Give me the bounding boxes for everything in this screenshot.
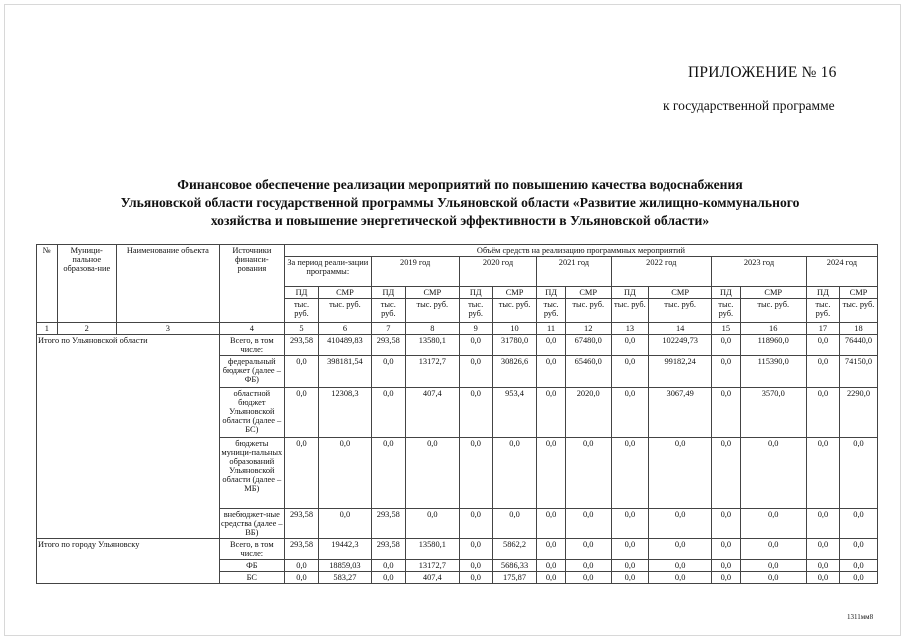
header-unit: тыс. руб. [284, 299, 318, 323]
header-smr: СМР [319, 287, 372, 299]
value-cell: 953,4 [492, 388, 537, 438]
value-cell: 293,58 [371, 335, 405, 356]
value-cell: 0,0 [611, 572, 649, 584]
value-cell: 12308,3 [319, 388, 372, 438]
value-cell: 65460,0 [565, 356, 611, 388]
value-cell: 407,4 [405, 572, 459, 584]
column-number: 6 [319, 323, 372, 335]
header-unit: тыс. руб. [319, 299, 372, 323]
value-cell: 0,0 [806, 539, 839, 560]
value-cell: 0,0 [712, 509, 741, 539]
header-unit: тыс. руб. [712, 299, 741, 323]
column-number: 7 [371, 323, 405, 335]
column-number: 12 [565, 323, 611, 335]
header-pd: ПД [806, 287, 839, 299]
column-number-row [37, 323, 878, 335]
value-cell: 407,4 [405, 388, 459, 438]
value-cell: 0,0 [806, 509, 839, 539]
header-pd: ПД [537, 287, 566, 299]
value-cell: 0,0 [611, 438, 649, 509]
value-cell: 0,0 [459, 335, 492, 356]
value-cell: 115390,0 [740, 356, 806, 388]
value-cell: 0,0 [492, 438, 537, 509]
column-number: 14 [649, 323, 712, 335]
column-number: 18 [839, 323, 877, 335]
value-cell: 0,0 [740, 509, 806, 539]
value-cell: 0,0 [740, 572, 806, 584]
appendix-subtitle: к государственной программе [663, 98, 835, 113]
value-cell: 0,0 [839, 509, 877, 539]
header-pd: ПД [712, 287, 741, 299]
value-cell: 0,0 [712, 560, 741, 572]
value-cell: 0,0 [537, 438, 566, 509]
header-unit: тыс. руб. [740, 299, 806, 323]
value-cell: 0,0 [319, 509, 372, 539]
value-cell: 0,0 [712, 335, 741, 356]
value-cell: 102249,73 [649, 335, 712, 356]
value-cell: 0,0 [565, 560, 611, 572]
value-cell: 0,0 [459, 438, 492, 509]
value-cell: 0,0 [806, 388, 839, 438]
column-number: 9 [459, 323, 492, 335]
column-number: 17 [806, 323, 839, 335]
value-cell: 3067,49 [649, 388, 712, 438]
value-cell: 0,0 [492, 509, 537, 539]
column-number: 2 [57, 323, 116, 335]
source-cell: федеральный бюджет (далее – ФБ) [219, 356, 284, 388]
value-cell: 0,0 [459, 560, 492, 572]
value-cell: 0,0 [740, 438, 806, 509]
value-cell: 293,58 [284, 335, 318, 356]
column-number: 8 [405, 323, 459, 335]
header-unit: тыс. руб. [371, 299, 405, 323]
value-cell: 0,0 [712, 438, 741, 509]
header-volume: Объём средств на реализацию программных мероприятий [284, 245, 877, 257]
value-cell: 0,0 [319, 438, 372, 509]
value-cell: 118960,0 [740, 335, 806, 356]
value-cell: 293,58 [284, 539, 318, 560]
value-cell: 18859,03 [319, 560, 372, 572]
value-cell: 0,0 [284, 438, 318, 509]
value-cell: 74150,0 [839, 356, 877, 388]
value-cell: 0,0 [405, 438, 459, 509]
value-cell: 0,0 [405, 509, 459, 539]
value-cell: 0,0 [611, 509, 649, 539]
header-smr: СМР [405, 287, 459, 299]
value-cell: 0,0 [806, 560, 839, 572]
value-cell: 0,0 [712, 572, 741, 584]
header-unit: тыс. руб. [611, 299, 649, 323]
value-cell: 0,0 [806, 356, 839, 388]
header-object: Наименование объекта [116, 245, 219, 323]
value-cell: 0,0 [839, 438, 877, 509]
value-cell: 0,0 [839, 572, 877, 584]
value-cell: 0,0 [712, 539, 741, 560]
source-cell: внебюджет-ные средства (далее – ВБ) [221, 510, 283, 537]
footer-code: 1311мм8 [847, 613, 874, 621]
value-cell: 0,0 [537, 356, 566, 388]
header-year: 2023 год [712, 257, 807, 287]
value-cell: 293,58 [284, 509, 318, 539]
value-cell: 13172,7 [405, 356, 459, 388]
value-cell: 67480,0 [565, 335, 611, 356]
value-cell: 0,0 [537, 539, 566, 560]
city-total-label: Итого по городу Ульяновску [37, 539, 220, 584]
value-cell: 0,0 [611, 356, 649, 388]
value-cell: 2290,0 [839, 388, 877, 438]
source-cell: бюджеты муници-пальных образований Ульяновской области (далее – МБ) [219, 438, 284, 509]
column-number: 1 [37, 323, 58, 335]
header-sources: Источники финанси-рования [219, 245, 284, 323]
value-cell: 0,0 [284, 356, 318, 388]
value-cell: 0,0 [284, 388, 318, 438]
value-cell: 293,58 [371, 539, 405, 560]
table-row [37, 539, 878, 560]
column-number: 10 [492, 323, 537, 335]
value-cell: 99182,24 [649, 356, 712, 388]
value-cell: 0,0 [649, 438, 712, 509]
value-cell: 30826,6 [492, 356, 537, 388]
appendix-title: ПРИЛОЖЕНИЕ № 16 [688, 64, 837, 81]
value-cell: 0,0 [611, 388, 649, 438]
region-total-label: Итого по Ульяновской области [37, 335, 220, 539]
value-cell: 0,0 [371, 388, 405, 438]
header-pd: ПД [611, 287, 649, 299]
value-cell: 0,0 [806, 572, 839, 584]
value-cell: 13580,1 [405, 335, 459, 356]
value-cell: 0,0 [611, 560, 649, 572]
value-cell: 0,0 [537, 572, 566, 584]
source-cell: ФБ [219, 560, 284, 572]
header-unit: тыс. руб. [565, 299, 611, 323]
value-cell: 0,0 [740, 560, 806, 572]
value-cell: 0,0 [459, 388, 492, 438]
value-cell: 0,0 [649, 560, 712, 572]
value-cell: 0,0 [839, 560, 877, 572]
value-cell: 0,0 [649, 509, 712, 539]
header-unit: тыс. руб. [839, 299, 877, 323]
value-cell: 0,0 [712, 356, 741, 388]
value-cell: 3570,0 [740, 388, 806, 438]
value-cell: 410489,83 [319, 335, 372, 356]
source-cell: областной бюджет Ульяновской области (далее – БС) [219, 388, 284, 438]
header-year: 2019 год [371, 257, 459, 287]
header-pd: ПД [284, 287, 318, 299]
value-cell: 583,27 [319, 572, 372, 584]
header-year: 2024 год [806, 257, 877, 287]
value-cell: 5686,33 [492, 560, 537, 572]
header-number: № [37, 245, 58, 323]
value-cell: 0,0 [371, 560, 405, 572]
value-cell: 0,0 [537, 560, 566, 572]
header-unit: тыс. руб. [459, 299, 492, 323]
value-cell: 0,0 [649, 539, 712, 560]
source-cell: Всего, в том числе: [219, 335, 284, 356]
column-number: 11 [537, 323, 566, 335]
title-line: Финансовое обеспечение реализации мероприятий по повышению качества водоснабжения [177, 177, 743, 192]
header-year: 2020 год [459, 257, 537, 287]
value-cell: 0,0 [740, 539, 806, 560]
financing-table [36, 244, 878, 584]
title-line: Ульяновской области государственной программы Ульяновской области «Развитие жилищно-коммунального [120, 195, 800, 210]
value-cell: 0,0 [537, 335, 566, 356]
value-cell: 2020,0 [565, 388, 611, 438]
header-year: 2022 год [611, 257, 712, 287]
value-cell: 0,0 [649, 572, 712, 584]
header-year: 2021 год [537, 257, 611, 287]
value-cell: 13172,7 [405, 560, 459, 572]
value-cell: 0,0 [459, 356, 492, 388]
column-number: 5 [284, 323, 318, 335]
source-cell: БС [219, 572, 284, 584]
header-pd: ПД [371, 287, 405, 299]
value-cell: 0,0 [611, 539, 649, 560]
value-cell: 0,0 [806, 438, 839, 509]
value-cell: 0,0 [565, 438, 611, 509]
value-cell: 0,0 [565, 539, 611, 560]
value-cell: 0,0 [537, 509, 566, 539]
value-cell: 0,0 [806, 335, 839, 356]
value-cell: 0,0 [459, 539, 492, 560]
title-line: хозяйства и повышение энергетической эффективности в Ульяновской области» [210, 213, 710, 228]
column-number: 3 [116, 323, 219, 335]
column-number: 4 [219, 323, 284, 335]
value-cell: 0,0 [565, 572, 611, 584]
header-smr: СМР [740, 287, 806, 299]
value-cell: 0,0 [459, 509, 492, 539]
value-cell: 175,87 [492, 572, 537, 584]
column-number: 15 [712, 323, 741, 335]
header-pd: ПД [459, 287, 492, 299]
header-unit: тыс. руб. [492, 299, 537, 323]
value-cell: 0,0 [371, 356, 405, 388]
document-title [60, 176, 860, 230]
value-cell: 5862,2 [492, 539, 537, 560]
value-cell: 13580,1 [405, 539, 459, 560]
header-unit: тыс. руб. [649, 299, 712, 323]
value-cell: 0,0 [537, 388, 566, 438]
value-cell: 0,0 [371, 438, 405, 509]
value-cell: 19442,3 [319, 539, 372, 560]
value-cell: 0,0 [839, 539, 877, 560]
header-unit: тыс. руб. [537, 299, 566, 323]
value-cell: 0,0 [284, 572, 318, 584]
header-smr: СМР [649, 287, 712, 299]
source-cell: Всего, в том числе: [219, 539, 284, 560]
value-cell: 76440,0 [839, 335, 877, 356]
value-cell: 0,0 [712, 388, 741, 438]
value-cell: 293,58 [371, 509, 405, 539]
value-cell: 0,0 [565, 509, 611, 539]
value-cell: 0,0 [459, 572, 492, 584]
value-cell: 398181,54 [319, 356, 372, 388]
header-unit: тыс. руб. [405, 299, 459, 323]
header-municipality: Муници-пальное образова-ние [57, 245, 116, 323]
value-cell: 0,0 [611, 335, 649, 356]
header-smr: СМР [839, 287, 877, 299]
value-cell: 31780,0 [492, 335, 537, 356]
table-row [37, 335, 878, 356]
value-cell: 0,0 [371, 572, 405, 584]
column-number: 13 [611, 323, 649, 335]
header-period: За период реали-зации программы: [284, 257, 371, 287]
header-unit: тыс. руб. [806, 299, 839, 323]
header-smr: СМР [565, 287, 611, 299]
column-number: 16 [740, 323, 806, 335]
header-smr: СМР [492, 287, 537, 299]
value-cell: 0,0 [284, 560, 318, 572]
